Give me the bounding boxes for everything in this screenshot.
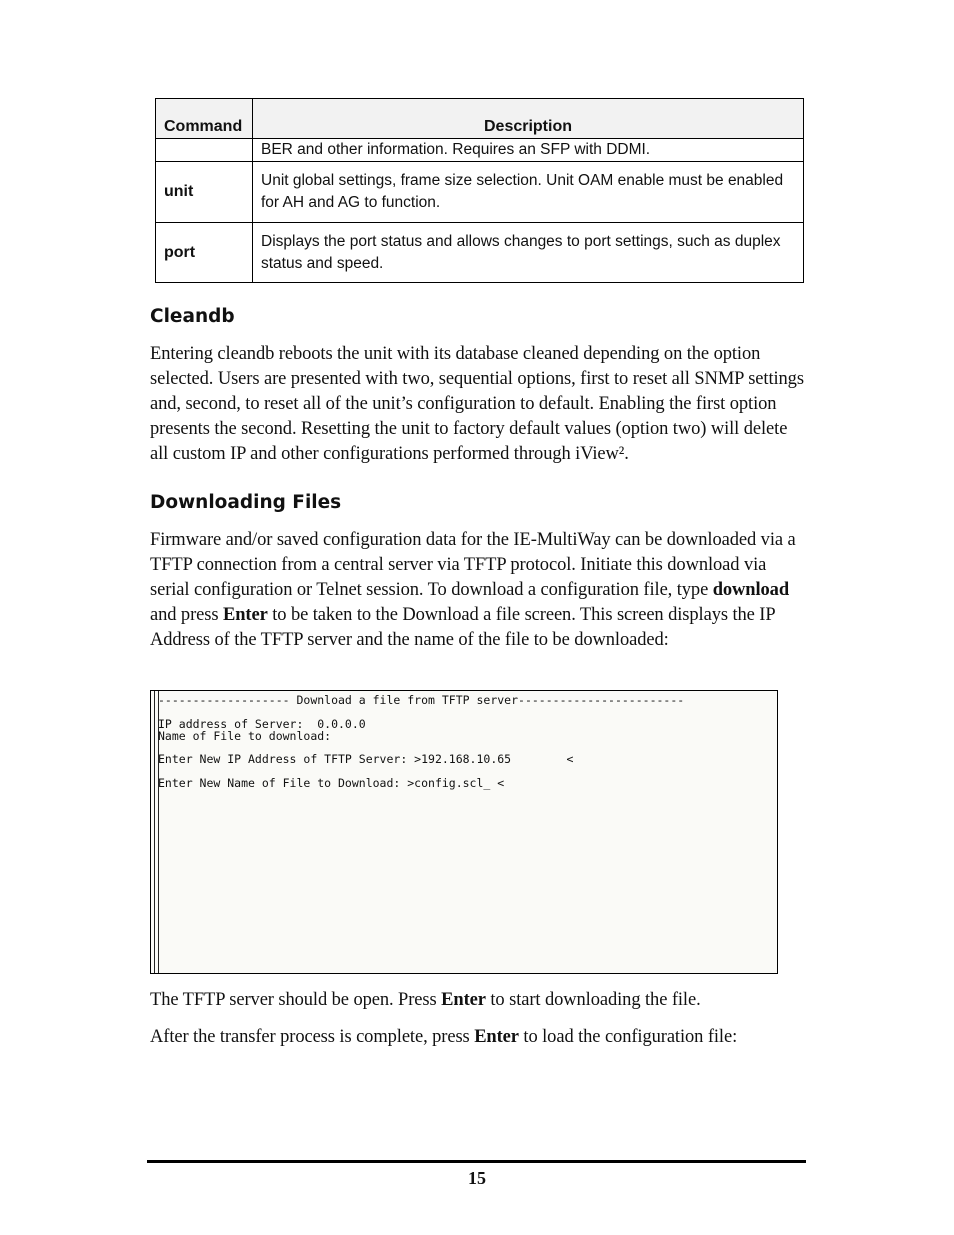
- table-row: [156, 162, 804, 223]
- after-1-text-post: to start downloading the file.: [485, 990, 701, 1010]
- downloading-text-1: Firmware and/or saved configuration data for the IE-MultiWay can be downloaded via a TFTP connection from a central server via TFTP protocol. Initiate this download via serial configuration or Telnet session. To download a configuration file, type: [150, 530, 796, 600]
- terminal-ip-prompt-line: Enter New IP Address of TFTP Server: >192.168.10.65 <: [158, 752, 574, 766]
- terminal-server-ip-line: IP address of Server: 0.0.0.0: [158, 717, 366, 731]
- command-table: [155, 98, 804, 283]
- command-cell: port: [156, 223, 253, 283]
- cleandb-paragraph: Entering cleandb reboots the unit with its database cleaned depending on the option selected. Users are presented with two, sequential options, first to reset all SNMP settings and, second, to reset all of the unit’s configuration to default. Enabling the first option presents the second. Resetting the unit to factory default values (option two) will delete all custom IP and other configurations performed through iView².: [150, 344, 804, 464]
- after-paragraph-1: [150, 988, 805, 1013]
- command-cell: unit: [156, 162, 253, 223]
- after-paragraph-2: [150, 1025, 805, 1050]
- downloading-text-3: to be taken to the Download a file screen. This screen displays the IP Address of the TFTP server and the name of the file to be downloaded:: [150, 605, 775, 650]
- table-header-row: [156, 99, 804, 139]
- description-cell: Displays the port status and allows changes to port settings, such as duplex status and speed.: [253, 223, 804, 283]
- header-description: Description: [253, 99, 804, 139]
- description-cell: Unit global settings, frame size selection. Unit OAM enable must be enabled for AH and AG to function.: [253, 162, 804, 223]
- downloading-paragraph: [150, 528, 805, 653]
- terminal-file-name-line: Name of File to download:: [158, 729, 332, 743]
- description-cell: BER and other information. Requires an SFP with DDMI.: [253, 139, 804, 162]
- downloading-heading: Downloading Files: [150, 492, 342, 513]
- downloading-text-2: and press: [150, 605, 223, 625]
- header-command: Command: [156, 99, 253, 139]
- keyword-enter: Enter: [474, 1027, 519, 1047]
- keyword-download: download: [712, 580, 790, 600]
- keyword-enter: Enter: [222, 605, 268, 625]
- cleandb-heading: Cleandb: [150, 306, 235, 327]
- footer-rule: [147, 1160, 806, 1163]
- table-row: [156, 139, 804, 162]
- command-cell: [156, 139, 253, 162]
- terminal-screenshot: [150, 690, 778, 974]
- table-row: [156, 223, 804, 283]
- after-1-text-pre: The TFTP server should be open. Press: [150, 990, 442, 1010]
- terminal-title-line: ------------------- Download a file from TFTP server------------------------: [158, 693, 685, 707]
- after-2-text-pre: After the transfer process is complete, press: [150, 1027, 475, 1047]
- keyword-enter: Enter: [441, 990, 486, 1010]
- after-2-text-post: to load the configuration file:: [518, 1027, 738, 1047]
- terminal-file-prompt-line: Enter New Name of File to Download: >config.scl_ <: [158, 776, 505, 790]
- page-number: 15: [468, 1168, 486, 1188]
